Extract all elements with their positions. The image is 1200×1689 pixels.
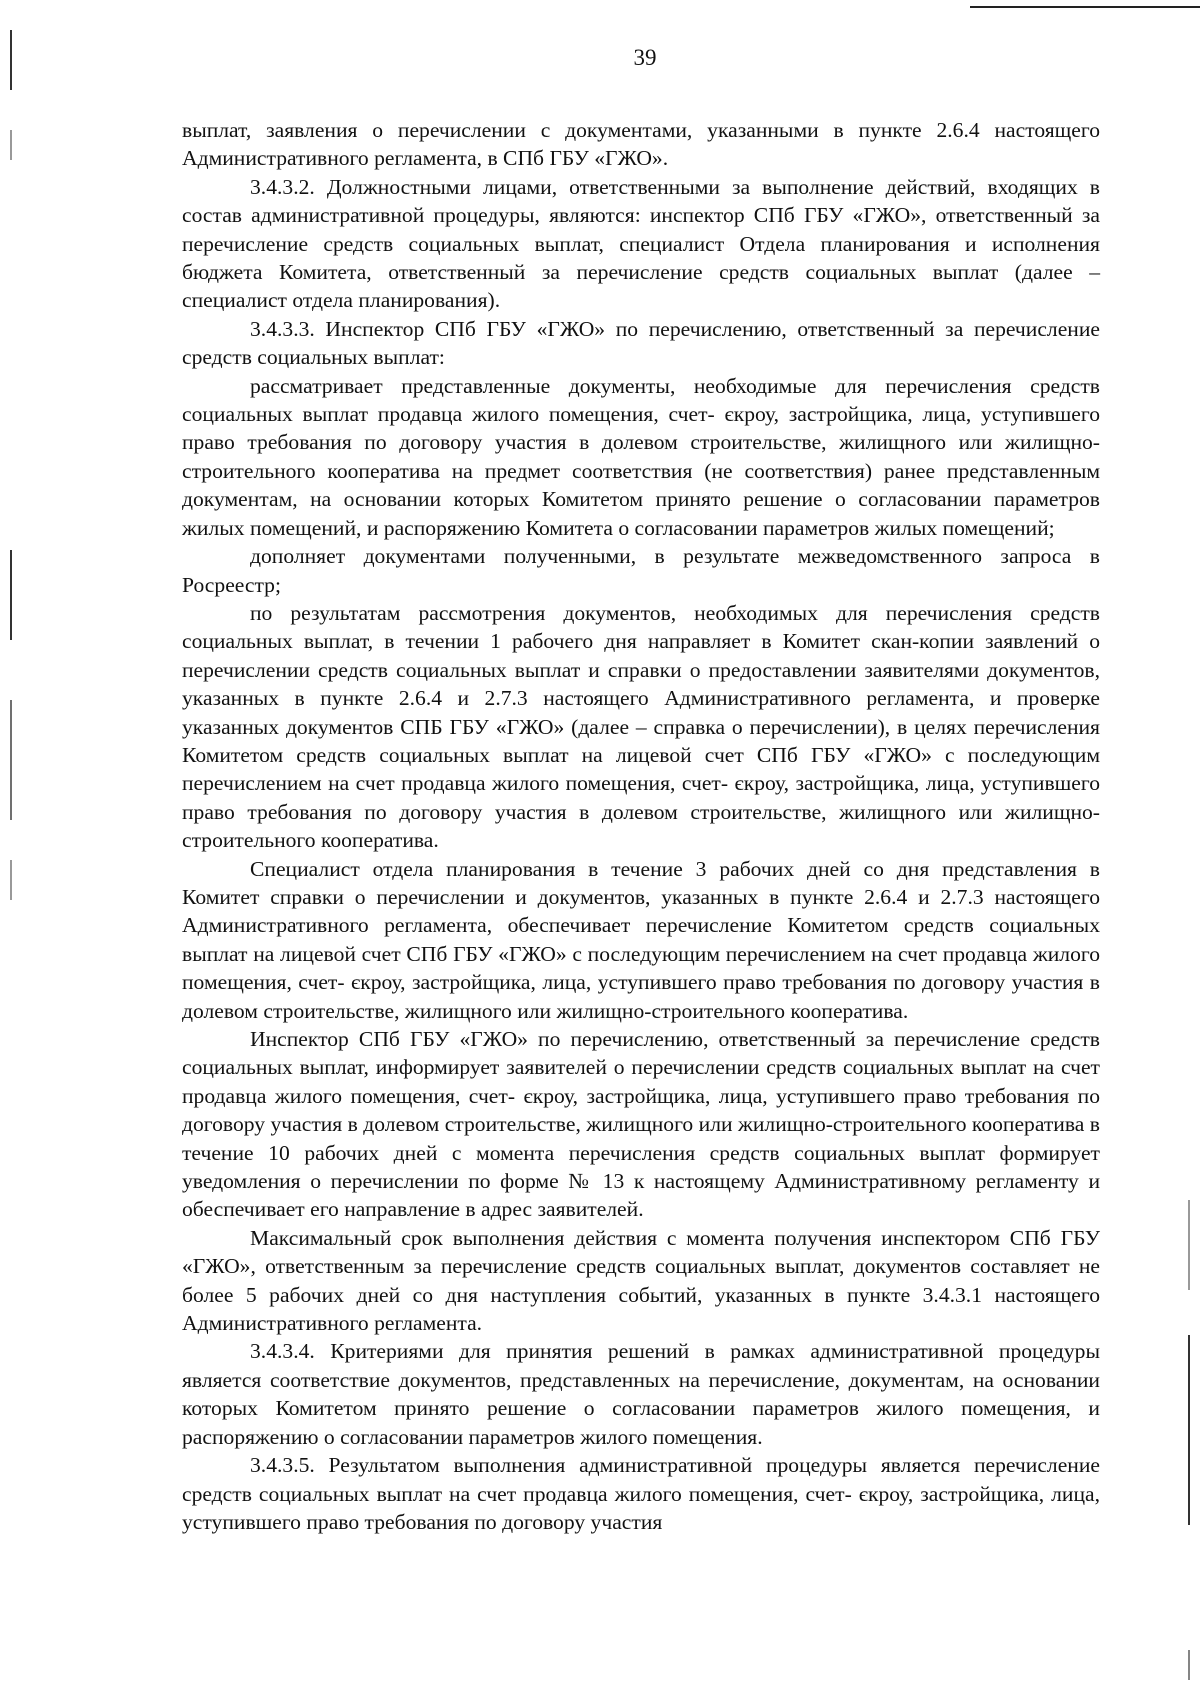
paragraph-3-4-3-4: 3.4.3.4. Критериями для принятия решений в рамках административной процедуры является соответствие документов, представленных на перечисление, документам, на основании которых Комитетом принято решение о согласовании параметров жилого помещения, и распоряжению о согласовании параметров жилого помещения. — [182, 1339, 1100, 1449]
paragraph-3-4-3-5: 3.4.3.5. Результатом выполнения административной процедуры является перечисление средств социальных выплат на счет продавца жилого помещения, счет- єкроу, застройщика, лица, уступившего право требования по договору участия — [182, 1453, 1100, 1534]
paragraph-planning-specialist: Специалист отдела планирования в течение 3 рабочих дней со дня представления в Комитет справки о перечислении и документов, указанных в пункте 2.6.4 и 2.7.3 настоящего Административного регламента, обеспечивает перечисление Комитетом средств социальных выплат на лицевой счет СПб ГБУ «ГЖО» с последующим перечислением на счет продавца жилого помещения, счет- єкроу, застройщика, лица, уступившего право требования по договору участия в долевом строительстве, жилищного или жилищно-строительного кооператива. — [182, 856, 1100, 1023]
paragraph-continuation: выплат, заявления о перечислении с документами, указанными в пункте 2.6.4 настоящего Административного регламента, в СПб ГБУ «ГЖО». — [182, 118, 1100, 171]
paragraph-3-4-3-3: 3.4.3.3. Инспектор СПб ГБУ «ГЖО» по перечислению, ответственный за перечисление средств социальных выплат: — [182, 316, 1100, 370]
scan-mark — [10, 700, 12, 820]
paragraph-review-results: по результатам рассмотрения документов, необходимых для перечисления средств социальных выплат, в течении 1 рабочего дня направляет в Комитет скан-копии заявлений о перечислении средств социальных выплат и справки о предоставлении заявителями документов, указанных в пункте 2.6.4 и 2.7.3 настоящего Административного регламента, и проверке указанных документов СПБ ГБУ «ГЖО» (далее – справка о перечислении), в целях перечисления Комитетом средств социальных выплат на лицевой счет СПб ГБУ «ГЖО» с последующим перечислением на счет продавца жилого помещения, счет- єкроу, застройщика, лица, уступившего право требования по договору участия в долевом строительстве, жилищного или жилищно-строительного кооператива. — [182, 600, 1100, 853]
paragraph-reviews-documents: рассматривает представленные документы, необходимые для перечисления средств социальных выплат продавца жилого помещения, счет- єкроу, застройщика, лица, уступившего право требования по договору участия в долевом строительстве, жилищного или жилищно-строительного кооператива на предмет соответствия (не соответствия) ранее представленным документам, на основании которых Комитетом принято решение о согласовании параметров жилых помещений, и распоряжению Комитета о согласовании параметров жилых помещений; — [182, 373, 1100, 540]
scan-mark — [10, 860, 12, 900]
scan-mark — [1188, 1650, 1190, 1680]
scan-mark — [10, 550, 12, 640]
page-number: 39 — [633, 45, 657, 70]
paragraph-inspector-informs: Инспектор СПб ГБУ «ГЖО» по перечислению, ответственный за перечисление средств социальных выплат, информирует заявителей о перечислении средств социальных выплат на счет продавца жилого помещения, счет- єкроу, застройщика, лица, уступившего право требования по договору участия в долевом строительстве, жилищного или жилищно-строительного кооператива в течение 10 рабочих дней с момента перечисления средств социальных выплат формирует уведомления о перечислении по форме № 13 к настоящему Административному регламенту и обеспечивает его направление в адрес заявителей. — [182, 1027, 1100, 1222]
scan-mark — [10, 130, 12, 160]
scan-edge-line — [970, 6, 1200, 8]
document-body — [182, 116, 1100, 1536]
scan-mark — [1188, 1200, 1190, 1290]
paragraph-supplements-documents: дополняет документами полученными, в результате межведомственного запроса в Росреестр; — [182, 544, 1100, 597]
paragraph-3-4-3-2: 3.4.3.2. Должностными лицами, ответственными за выполнение действий, входящих в состав административной процедуры, являются: инспектор СПб ГБУ «ГЖО», ответственный за перечисление средств социальных выплат, специалист Отдела планирования и исполнения бюджета Комитета, ответственный за перечисление средств социальных выплат (далее – специалист отдела планирования). — [182, 174, 1100, 313]
paragraph-maximum-term: Максимальный срок выполнения действия с момента получения инспектором СПб ГБУ «ГЖО», ответственным за перечисление средств социальных выплат, документов составляет не более 5 рабочих дней со дня наступления событий, указанных в пункте 3.4.3.1 настоящего Административного регламента. — [182, 1225, 1100, 1336]
scan-mark — [1188, 1335, 1190, 1525]
